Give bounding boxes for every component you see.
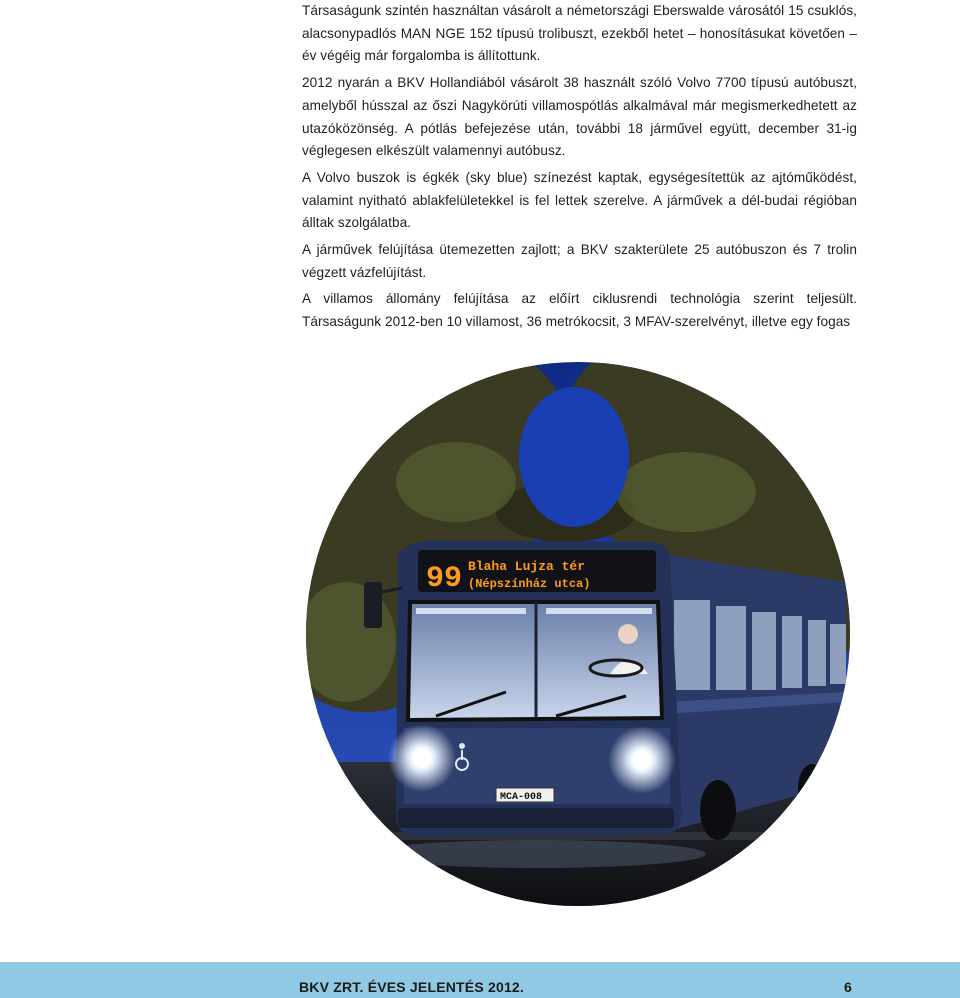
footer-title: BKV ZRT. ÉVES JELENTÉS 2012. bbox=[299, 979, 525, 995]
paragraph: 2012 nyarán a BKV Hollandiából vásárolt 38 használt szóló Volvo 7700 típusú autóbuszt, amelyből hússzal az őszi Nagykörúti villamospótlás alkalmával már megismerkedhetett az utazóközönség. A pótlás befejezése után, további 18 járművel együtt, december 31-ig véglegesen elkészült valamennyi autóbusz. bbox=[302, 75, 857, 159]
destination-line1: Blaha Lujza tér bbox=[468, 559, 586, 574]
license-plate: MCA-008 bbox=[500, 792, 543, 803]
page-number: 6 bbox=[844, 979, 852, 995]
route-number: 99 bbox=[426, 562, 463, 596]
paragraph: A járművek felújítása ütemezetten zajlott; a BKV szakterülete 25 autóbuszon és 7 trolin végzett vázfelújítást. bbox=[302, 242, 857, 280]
destination-line2: (Népszínház utca) bbox=[468, 577, 591, 591]
paragraph: A Volvo buszok is égkék (sky blue) színezést kaptak, egységesítettük az ajtóműködést, valamint nyitható ablakfelületekkel is fel lettek szerelve. A járművek a dél-budai régióban álltak szolgálatba. bbox=[302, 169, 857, 231]
bus-photo-illustration bbox=[306, 362, 850, 906]
paragraph: A villamos állomány felújítása az előírt ciklusrendi technológia szerint teljesült. Társaságunk 2012-ben 10 villamost, 36 metrókocsit, 3 MFAV-szerelvényt, illetve egy fogas bbox=[302, 291, 857, 330]
bus bbox=[364, 540, 846, 840]
body-text bbox=[302, 0, 857, 338]
bus-photo bbox=[306, 362, 850, 906]
paragraph: Társaságunk szintén használtan vásárolt a németországi Eberswalde városától 15 csuklós, alacsonypadlós MAN NGE 152 típusú trolibuszt, ezekből hetet – honosításukat követően – év végéig már forgalomba is állítottunk. bbox=[302, 3, 857, 64]
